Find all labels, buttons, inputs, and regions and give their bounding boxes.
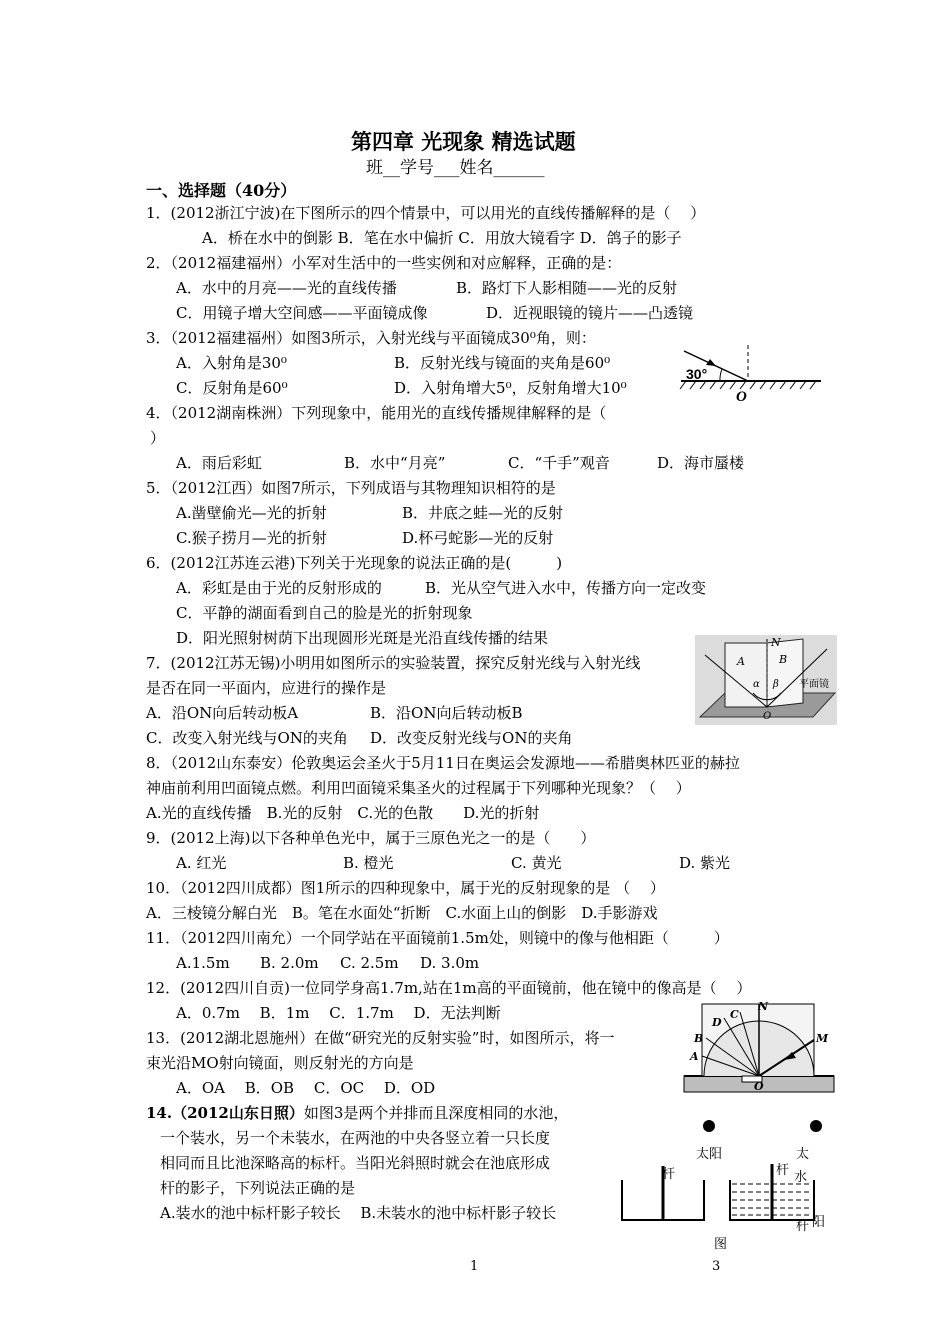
- q10-options: A．三棱镜分解白光 B。笔在水面处“折断 C.水面上山的倒影 D.手影游戏: [146, 904, 658, 922]
- q4-option-b: B．水中“月亮”: [344, 454, 446, 472]
- sun-icon-2: [810, 1120, 822, 1132]
- q4-stem: 4．（2012湖南株洲）下列现象中，能用光的直线传播规律解释的是（: [146, 404, 607, 422]
- q9-option-c: C. 黄光: [511, 854, 562, 872]
- label-n: N: [771, 636, 781, 649]
- q3-option-c: C．反射角是60⁰: [176, 379, 288, 397]
- q13-stem: 13．(2012湖北恩施州）在做“研究光的反射实验”时，如图所示，将一: [146, 1029, 615, 1047]
- q3-option-a: A．入射角是30⁰: [176, 354, 287, 372]
- sun-label-2: 太: [796, 1147, 810, 1162]
- q4-option-a: A．雨后彩虹: [176, 454, 262, 472]
- q7-option-c: C．改变入射光线与ON的夹角: [146, 729, 348, 747]
- pole-label-3: 杆: [796, 1219, 810, 1234]
- label-mirror: 平面镜: [799, 679, 829, 690]
- board-b: [767, 639, 803, 707]
- label-o: O: [763, 711, 772, 722]
- q14-line3: 相同而且比池深略高的标杆。当阳光斜照时就会在池底形成: [160, 1154, 551, 1172]
- label-d: D: [712, 1016, 722, 1029]
- label-alpha: α: [753, 679, 760, 690]
- q5-option-d: D.杯弓蛇影—光的反射: [402, 529, 554, 547]
- q4-option-d: D．海市蜃楼: [657, 454, 745, 472]
- pole-label-1: 杆: [662, 1167, 676, 1182]
- q5-option-b: B．井底之蛙—光的反射: [402, 504, 564, 522]
- sun-label-1: 太阳: [696, 1147, 723, 1162]
- q8-options: A.光的直线传播 B.光的反射 C.光的色散 D.光的折射: [146, 804, 540, 822]
- q12-options: A．0.7m B．1m C．1.7m D．无法判断: [176, 1004, 501, 1022]
- q2-option-b: B．路灯下人影相随——光的反射: [456, 279, 678, 297]
- q4-option-c: C．“千手”观音: [508, 454, 610, 472]
- q13-stem-cont: 束光沿MO射向镜面，则反射光的方向是: [146, 1054, 414, 1072]
- label-b: B: [694, 1032, 704, 1045]
- q6-option-d: D．阳光照射树荫下出现圆形光斑是光沿直线传播的结果: [176, 629, 549, 647]
- sun-label-2-cont: 阳: [812, 1215, 826, 1230]
- page-number: 1: [470, 1259, 479, 1274]
- q14-stem: [146, 1103, 568, 1123]
- q11-option-a: A.1.5m: [176, 954, 230, 972]
- q3-option-b: B．反射光线与镜面的夹角是60⁰: [394, 354, 611, 372]
- q5-stem: 5．（2012江西）如图7所示，下列成语与其物理知识相符的是: [146, 479, 556, 497]
- q1-stem: 1．(2012浙江宁波)在下图所示的四个情景中，可以用光的直线传播解释的是（ ）: [146, 204, 706, 222]
- label-n: N: [758, 1000, 769, 1013]
- q13-figure: [684, 1000, 834, 1095]
- angle-arc: [720, 369, 722, 381]
- q4-stem-cont: ）: [150, 429, 166, 447]
- figure-caption-number: 3: [712, 1259, 721, 1274]
- q14-figure: [618, 1118, 833, 1253]
- q5-option-c: C.猴子捞月—光的折射: [176, 529, 327, 547]
- q14-stem-text: 如图3是两个并排而且深度相同的水池，: [303, 1104, 569, 1122]
- q7-option-a: A．沿ON向后转动板A: [146, 704, 299, 722]
- label-m: M: [816, 1032, 829, 1045]
- q11-option-c: C. 2.5m: [340, 954, 399, 972]
- label-beta: β: [773, 679, 779, 690]
- q11-stem: 11．（2012四川南允）一个同学站在平面镜前1.5m处，则镜中的像与他相距（ ）: [146, 929, 729, 947]
- q7-figure: [695, 635, 837, 725]
- q9-option-b: B. 橙光: [343, 854, 394, 872]
- q2-option-c: C．用镜子增大空间感——平面镜成像: [176, 304, 428, 322]
- q5-option-a: A.凿壁偷光—光的折射: [176, 504, 327, 522]
- section-heading: 一、选择题（40分）: [146, 181, 297, 200]
- q2-option-a: A．水中的月亮——光的直线传播: [176, 279, 397, 297]
- q8-stem-cont: 神庙前利用凹面镜点燃。利用凹面镜采集圣火的过程属于下列哪种光现象？（ ）: [146, 779, 691, 797]
- q7-stem: 7．(2012江苏无锡)小明用如图所示的实验装置，探究反射光线与入射光线: [146, 654, 641, 672]
- sun-icon: [703, 1120, 715, 1132]
- q6-stem: 6．(2012江苏连云港)下列关于光现象的说法正确的是( ): [146, 554, 563, 572]
- q14-options: A.装水的池中标杆影子较长 B.未装水的池中标杆影子较长: [160, 1204, 557, 1222]
- angle-label: 30°: [686, 366, 708, 382]
- q3-figure: [676, 345, 826, 405]
- label-o: O: [754, 1080, 764, 1093]
- q7-stem-cont: 是否在同一平面内，应进行的操作是: [146, 679, 387, 697]
- q9-stem: 9．(2012上海)以下各种单色光中，属于三原色光之一的是（ ）: [146, 829, 596, 847]
- q2-stem: 2．（2012福建福州）小军对生活中的一些实例和对应解释，正确的是：: [146, 254, 622, 272]
- q2-option-d: D．近视眼镜的镜片——凸透镜: [486, 304, 694, 322]
- q6-option-c: C．平静的湖面看到自己的脸是光的折射现象: [176, 604, 473, 622]
- q1-options: A．桥在水中的倒影 B．笔在水中偏折 C．用放大镜看字 D．鸽子的影子: [202, 229, 682, 247]
- q7-option-b: B．沿ON向后转动板B: [370, 704, 523, 722]
- label-a: A: [737, 655, 745, 668]
- q7-option-d: D．改变反射光线与ON的夹角: [370, 729, 573, 747]
- student-info-line: 班__学号___姓名______: [366, 158, 545, 178]
- q6-option-a: A．彩虹是由于光的反射形成的: [176, 579, 382, 597]
- q8-stem: 8．（2012山东泰安）伦敦奥运会圣火于5月11日在奥运会发源地——希腊奥林匹亚的赫拉: [146, 754, 740, 772]
- q12-stem: 12．(2012四川自贡)一位同学身高1.7m,站在1m高的平面镜前，他在镜中的像高是（ ）: [146, 979, 752, 997]
- label-c: C: [730, 1008, 739, 1021]
- q14-line4: 杆的影子，下列说法正确的是: [160, 1179, 356, 1197]
- q10-stem: 10．（2012四川成都）图1所示的四种现象中，属于光的反射现象的是 （ ）: [146, 879, 665, 897]
- q14-number: 14.（2012山东日照）: [146, 1104, 304, 1122]
- board-a: [725, 643, 767, 707]
- q3-stem: 3．（2012福建福州）如图3所示，入射光线与平面镜成30⁰角，则：: [146, 329, 596, 347]
- page-title: 第四章 光现象 精选试题: [351, 129, 576, 154]
- label-a: A: [690, 1050, 699, 1063]
- pole-label-2: 杆: [776, 1163, 790, 1178]
- q14-line2: 一个装水，另一个未装水，在两池的中央各竖立着一只长度: [160, 1129, 551, 1147]
- figure-caption: 图: [714, 1237, 728, 1252]
- q9-option-a: A. 红光: [176, 854, 227, 872]
- label-b: B: [779, 653, 788, 666]
- q6-option-b: B．光从空气进入水中，传播方向一定改变: [425, 579, 707, 597]
- q9-option-d: D. 紫光: [679, 854, 731, 872]
- mirror-hatching: [680, 381, 816, 389]
- water-label: 水: [794, 1170, 808, 1185]
- q13-options: A．OA B．OB C．OC D．OD: [176, 1079, 436, 1097]
- q11-option-d: D. 3.0m: [420, 954, 480, 972]
- point-o-label: O: [736, 389, 747, 405]
- q3-option-d: D．入射角增大5⁰，反射角增大10⁰: [394, 379, 627, 397]
- q11-option-b: B. 2.0m: [260, 954, 319, 972]
